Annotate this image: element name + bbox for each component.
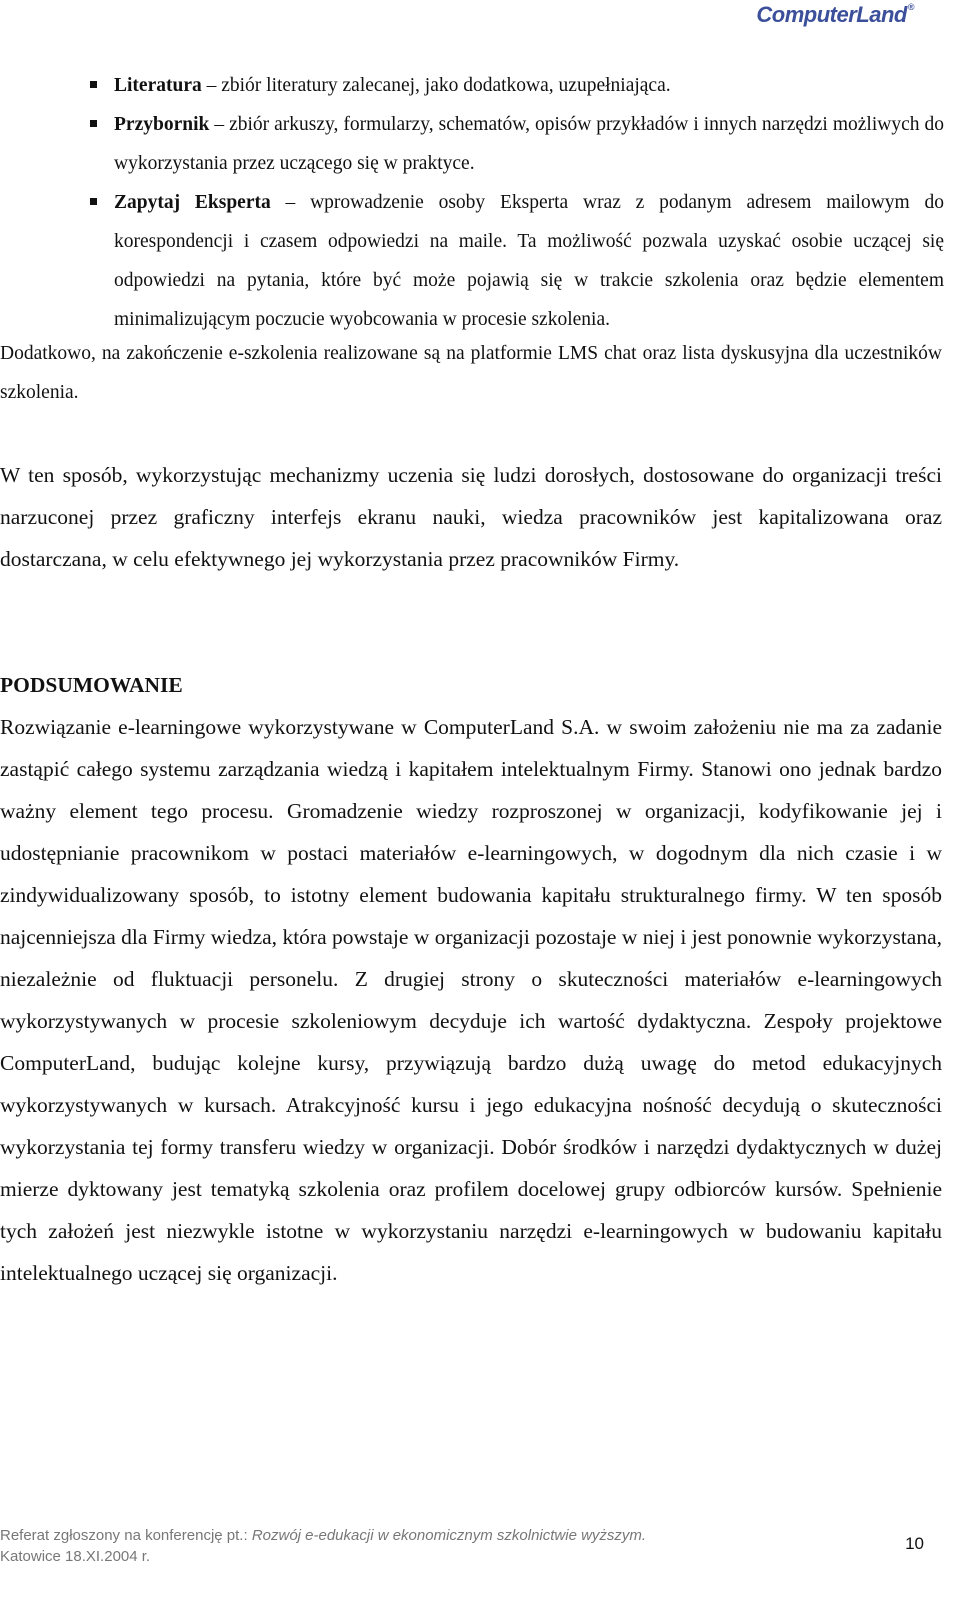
- bullet-text: – zbiór arkuszy, formularzy, schematów, opisów przykładów i innych narzędzi możliwych do wykorzystania przez uczącego się w praktyce.: [114, 114, 944, 174]
- footer-prefix: Referat zgłoszony na konferencję pt.:: [0, 1527, 252, 1544]
- page-number: 10: [905, 1534, 924, 1553]
- bullet-list: [0, 66, 960, 339]
- footer-place-date: Katowice 18.XI.2004 r.: [0, 1548, 151, 1565]
- page-footer: [0, 1525, 960, 1567]
- bullet-text: – wprowadzenie osoby Eksperta wraz z podanym adresem mailowym do korespondencji i czasem odpowiedzi na maile. Ta możliwość pozwala uzyskać osobie uczącej się odpowiedzi na pytania, które być może pojawią się w trakcie szkolenia oraz będzie elementem minimalizującym poczucie wyobcowania w procesie szkolenia.: [114, 192, 944, 330]
- paragraph-summary-method: W ten sposób, wykorzystując mechanizmy uczenia się ludzi dorosłych, dostosowane do organizacji treści narzuconej przez graficzny interfejs ekranu nauki, wiedza pracowników jest kapitalizowana oraz dostarczana, w celu efektywnego jej wykorzystania przez pracowników Firmy.: [0, 463, 942, 571]
- footer-conference-title: Rozwój e-edukacji w ekonomicznym szkolnictwie wyższym.: [251, 1527, 647, 1544]
- computerland-logo: [756, 2, 914, 28]
- list-item: [0, 183, 960, 339]
- list-item: [0, 66, 960, 105]
- bullet-term: Przybornik: [114, 114, 210, 135]
- square-bullet-icon: [90, 81, 97, 88]
- bullet-term: Zapytaj Eksperta: [114, 192, 271, 213]
- footer-conference-line: [0, 1525, 960, 1546]
- bullet-text: – zbiór literatury zalecanej, jako dodatkowa, uzupełniająca.: [201, 75, 671, 96]
- logo-text: ComputerLand: [756, 2, 907, 27]
- list-item: [0, 105, 960, 183]
- section-heading: PODSUMOWANIE: [0, 673, 183, 697]
- paragraph-additional: Dodatkowo, na zakończenie e-szkolenia realizowane są na platformie LMS chat oraz lista dyskusyjna dla uczestników szkolenia.: [0, 343, 942, 403]
- paragraph-conclusion: Rozwiązanie e-learningowe wykorzystywane w ComputerLand S.A. w swoim założeniu nie ma za zadanie zastąpić całego systemu zarządzania wiedzą i kapitałem intelektualnym Firmy. Stanowi ono jednak bardzo ważny element tego procesu. Gromadzenie wiedzy rozproszonej w organizacji, kodyfikowanie jej i udostępnianie pracownikom w postaci materiałów e-learningowych, w dogodnym dla nich czasie i w zindywidualizowany sposób, to istotny element budowania kapitału strukturalnego firmy. W ten sposób najcenniejsza dla Firmy wiedza, która powstaje w organizacji pozostaje w niej i jest ponownie wykorzystana, niezależnie od fluktuacji personelu. Z drugiej strony o skuteczności materiałów e-learningowych wykorzystywanych w procesie szkoleniowym decyduje ich wartość dydaktyczna. Zespoły projektowe ComputerLand, budując kolejne kursy, przywiązują bardzo dużą uwagę do metod edukacyjnych wykorzystywanych w kursach. Atrakcyjność kursu i jego edukacyjna nośność decydują o skuteczności wykorzystania tej formy transferu wiedzy w organizacji. Dobór środków i narzędzi dydaktycznych w dużej mierze dyktowany jest tematyką szkolenia oraz profilem docelowej grupy odbiorców kursów. Spełnienie tych założeń jest niezwykle istotne w wykorzystaniu narzędzi e-learningowych w budowaniu kapitału intelektualnego uczącej się organizacji.: [0, 715, 942, 1285]
- registered-mark: ®: [907, 1, 914, 12]
- square-bullet-icon: [90, 120, 97, 127]
- square-bullet-icon: [90, 198, 97, 205]
- bullet-term: Literatura: [114, 75, 202, 96]
